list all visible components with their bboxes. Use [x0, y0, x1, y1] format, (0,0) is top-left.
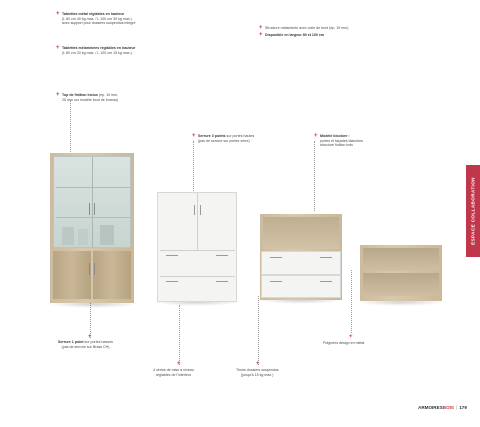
plus-icon: +: [314, 133, 318, 139]
plus-icon: +: [56, 92, 60, 98]
plus-icon: +: [177, 361, 181, 367]
note-handles: Poignées design en métal: [323, 341, 365, 345]
plus-icon: +: [256, 361, 260, 367]
note-file-drawers: Tiroirs dossiers suspendus (jusqu'à 15 kg max.): [236, 368, 279, 377]
handle: [89, 203, 90, 215]
page-footer: ARMOIRESBOIS | 179: [418, 405, 467, 410]
tall-glass-cabinet: [50, 153, 134, 303]
plus-icon: +: [56, 11, 60, 17]
handle: [89, 263, 90, 275]
handle: [194, 205, 195, 215]
white-door-drawer-cabinet: [157, 192, 237, 302]
leader-line: [179, 305, 180, 365]
note-bicolor: + Modèle bicolore : portes et façades blanches structure finition bois: [314, 133, 363, 148]
handle: [216, 255, 228, 256]
open-shelf: [363, 273, 439, 296]
note-melamine-shelves: + Tablettes mélaminées réglables en hauteur (L 80 cm 20 kg max. / L 100 cm 15 kg max.): [56, 45, 136, 55]
handle: [166, 255, 178, 256]
lower-door-left: [53, 251, 91, 299]
leader-line: [193, 141, 194, 193]
plus-icon: +: [192, 133, 196, 139]
page-number: 179: [459, 405, 467, 410]
note-top-finish: + Top de finition inclus (ép. 10 mm, 25 mm sur modèle bout de bureau): [56, 92, 119, 102]
plus-icon: +: [56, 45, 60, 51]
handle: [200, 205, 201, 215]
drawer: [261, 251, 341, 275]
glass-doors: [53, 156, 131, 248]
handle: [94, 203, 95, 215]
handle: [94, 263, 95, 275]
bicolor-cabinet: [260, 214, 342, 300]
drawer: [261, 275, 341, 298]
open-shelf: [363, 248, 439, 271]
low-open-shelf: [360, 245, 442, 301]
handle: [216, 281, 228, 282]
open-shelf: [263, 217, 339, 249]
section-side-tab: ESPACE COLLABORATION: [466, 165, 480, 257]
handle: [166, 281, 178, 282]
lower-door-right: [93, 251, 131, 299]
leader-line: [70, 100, 71, 158]
leader-line: [351, 270, 352, 333]
note-lock-3-points: + Serrure 3 points sur portes hautes (pas de serrure sur portes verre): [192, 133, 255, 143]
leader-line: [314, 141, 315, 211]
note-metal-shelves: + Tablettes métal réglables en hauteur (L 80 cm 40 kg max. / L 100 cm 30 kg max.) avec support pour dossiers suspendus intégré: [56, 11, 136, 26]
note-structure: + Structure mélaminée avec voile de fond (ép. 19 mm): [259, 25, 349, 31]
note-lock-1-point: Serrure 1 point sur portes basses (pas de serrure sur Brass CH): [58, 340, 113, 349]
note-levelers: 4 vérins de mise à niveau réglables de l'intérieur: [153, 368, 194, 377]
plus-icon: +: [88, 334, 92, 340]
plus-icon: +: [259, 25, 263, 31]
plus-icon: +: [349, 334, 353, 340]
plus-icon: +: [259, 32, 263, 38]
note-widths: + Disponible en largeur 80 et 100 cm: [259, 32, 325, 38]
leader-line: [258, 296, 259, 365]
